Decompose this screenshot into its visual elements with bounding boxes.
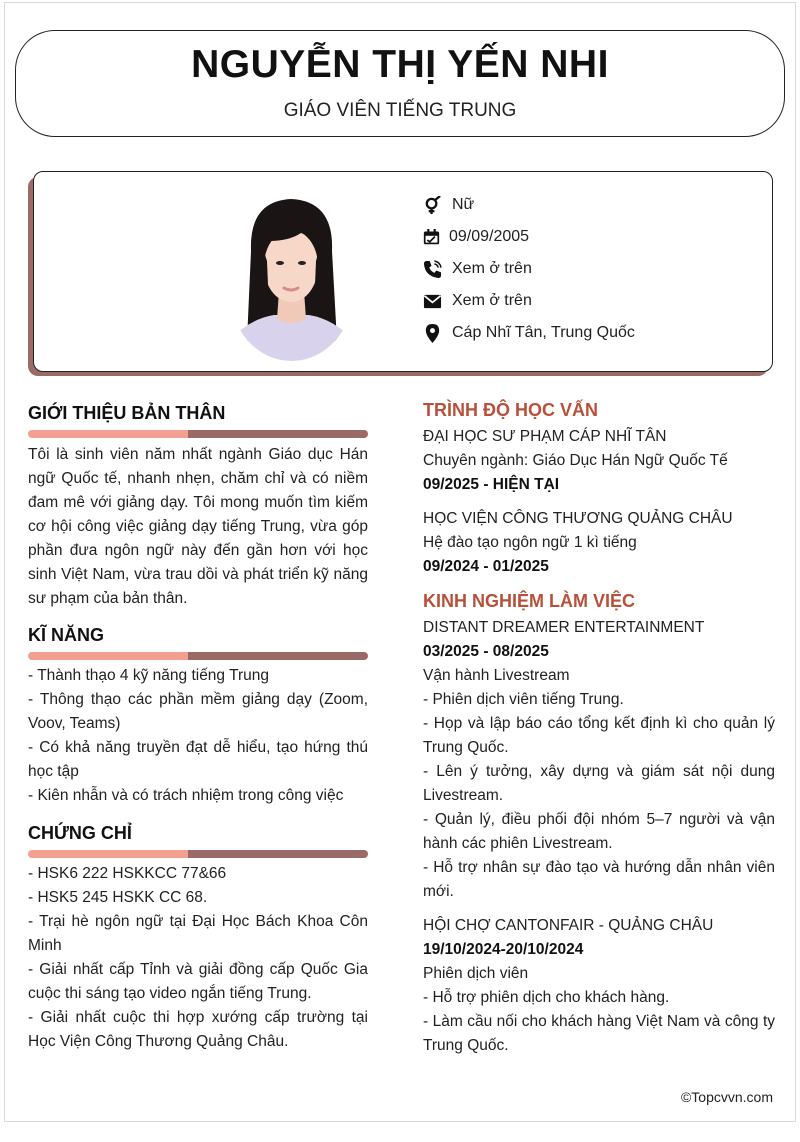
job-company: DISTANT DREAMER ENTERTAINMENT xyxy=(423,619,705,636)
info-phone xyxy=(423,257,532,281)
calendar-icon xyxy=(423,229,440,246)
certs-list xyxy=(28,862,368,1054)
job-position: Vận hành Livestream xyxy=(423,667,570,684)
school-detail: Chuyên ngành: Giáo Dục Hán Ngữ Quốc Tế xyxy=(423,452,728,469)
candidate-role: GIÁO VIÊN TIẾNG TRUNG xyxy=(283,100,517,121)
list-item: - Thông thạo các phần mềm giảng dạy (Zoom, Voov, Teams) xyxy=(28,691,368,732)
job-position: Phiên dịch viên xyxy=(423,965,529,982)
list-item: - Giải nhất cấp Tỉnh và giải đồng cấp Quốc Gia cuộc thi sáng tạo video ngắn tiếng Trung. xyxy=(28,961,368,1002)
certs-title: CHỨNG CHỈ xyxy=(28,823,132,843)
gender-value: Nữ xyxy=(452,196,475,213)
gender-icon xyxy=(423,196,442,215)
education-entry xyxy=(423,425,775,497)
experience-title: KINH NGHIỆM LÀM VIỆC xyxy=(423,591,636,611)
profile-photo xyxy=(229,191,354,361)
list-item: - HSK5 245 HSKK CC 68. xyxy=(28,889,208,906)
list-item: - HSK6 222 HSKKCC 77&66 xyxy=(28,865,227,882)
address-value: Cáp Nhĩ Tân, Trung Quốc xyxy=(452,324,635,341)
intro-title: GIỚI THIỆU BẢN THÂN xyxy=(28,403,226,423)
skills-title: KĨ NĂNG xyxy=(28,625,104,645)
resume-header xyxy=(15,30,785,137)
job-task: - Hỗ trợ nhân sự đào tạo và hướng dẫn nhân viên mới. xyxy=(423,859,775,900)
intro-text: Tôi là sinh viên năm nhất ngành Giáo dục Hán ngữ Quốc tế, nhanh nhẹn, chăm chỉ và có niềm đam mê với giảng dạy. Tôi mong muốn tìm kiếm cơ hội công việc giảng dạy tiếng Trung, vừa góp phần đưa ngôn ngữ này đến gần hơn với học sinh Việt Nam, vừa trau dồi và phát triển kỹ năng sư phạm của bản thân. xyxy=(28,446,368,607)
list-item: - Có khả năng truyền đạt dễ hiểu, tạo hứng thú học tập xyxy=(28,739,368,780)
list-item: - Kiên nhẫn và có trách nhiệm trong công việc xyxy=(28,787,344,804)
list-item: - Thành thạo 4 kỹ năng tiếng Trung xyxy=(28,667,269,684)
school-detail: Hệ đào tạo ngôn ngữ 1 kì tiếng xyxy=(423,534,637,551)
info-address xyxy=(423,321,635,345)
school-period: 09/2025 - HIỆN TẠI xyxy=(423,476,560,493)
certs-divider xyxy=(28,850,368,858)
education-title: TRÌNH ĐỘ HỌC VẤN xyxy=(423,400,598,420)
job-period: 19/10/2024-20/10/2024 xyxy=(423,941,584,958)
footer-credit: ©Topcvvn.com xyxy=(680,1089,773,1105)
job-period: 03/2025 - 08/2025 xyxy=(423,643,549,660)
location-icon xyxy=(423,324,442,343)
email-value: Xem ở trên xyxy=(452,292,532,309)
job-company: HỘI CHỢ CANTONFAIR - QUẢNG CHÂU xyxy=(423,917,714,934)
school-period: 09/2024 - 01/2025 xyxy=(423,558,549,575)
info-dob xyxy=(423,225,529,249)
job-task: - Làm cầu nối cho khách hàng Việt Nam và công ty Trung Quốc. xyxy=(423,1013,775,1054)
phone-icon xyxy=(423,260,442,279)
school-name: ĐẠI HỌC SƯ PHẠM CÁP NHĨ TÂN xyxy=(423,428,667,445)
dob-value: 09/09/2005 xyxy=(449,228,530,245)
job-task: - Hỗ trợ phiên dịch cho khách hàng. xyxy=(423,989,670,1006)
intro-divider xyxy=(28,430,368,438)
list-item: - Giải nhất cuộc thi hợp xướng cấp trường tại Học Viện Công Thương Quảng Châu. xyxy=(28,1009,368,1050)
skills-list xyxy=(28,664,368,808)
list-item: - Trại hè ngôn ngữ tại Đại Học Bách Khoa Côn Minh xyxy=(28,913,368,954)
job-task: - Quản lý, điều phối đội nhóm 5–7 người và vận hành các phiên Livestream. xyxy=(423,811,775,852)
info-gender xyxy=(423,193,474,217)
candidate-name: NGUYỄN THỊ YẾN NHI xyxy=(191,43,609,86)
job-entry xyxy=(423,914,775,1058)
job-entry xyxy=(423,616,775,904)
email-icon xyxy=(423,292,442,311)
education-entry xyxy=(423,507,775,579)
info-email xyxy=(423,289,532,313)
skills-divider xyxy=(28,652,368,660)
job-task: - Họp và lập báo cáo tổng kết định kì cho quản lý Trung Quốc. xyxy=(423,715,775,756)
school-name: HỌC VIỆN CÔNG THƯƠNG QUẢNG CHÂU xyxy=(423,510,733,527)
phone-value: Xem ở trên xyxy=(452,260,532,277)
profile-card xyxy=(33,171,773,372)
job-task: - Phiên dịch viên tiếng Trung. xyxy=(423,691,624,708)
job-task: - Lên ý tưởng, xây dựng và giám sát nội dung Livestream. xyxy=(423,763,775,804)
